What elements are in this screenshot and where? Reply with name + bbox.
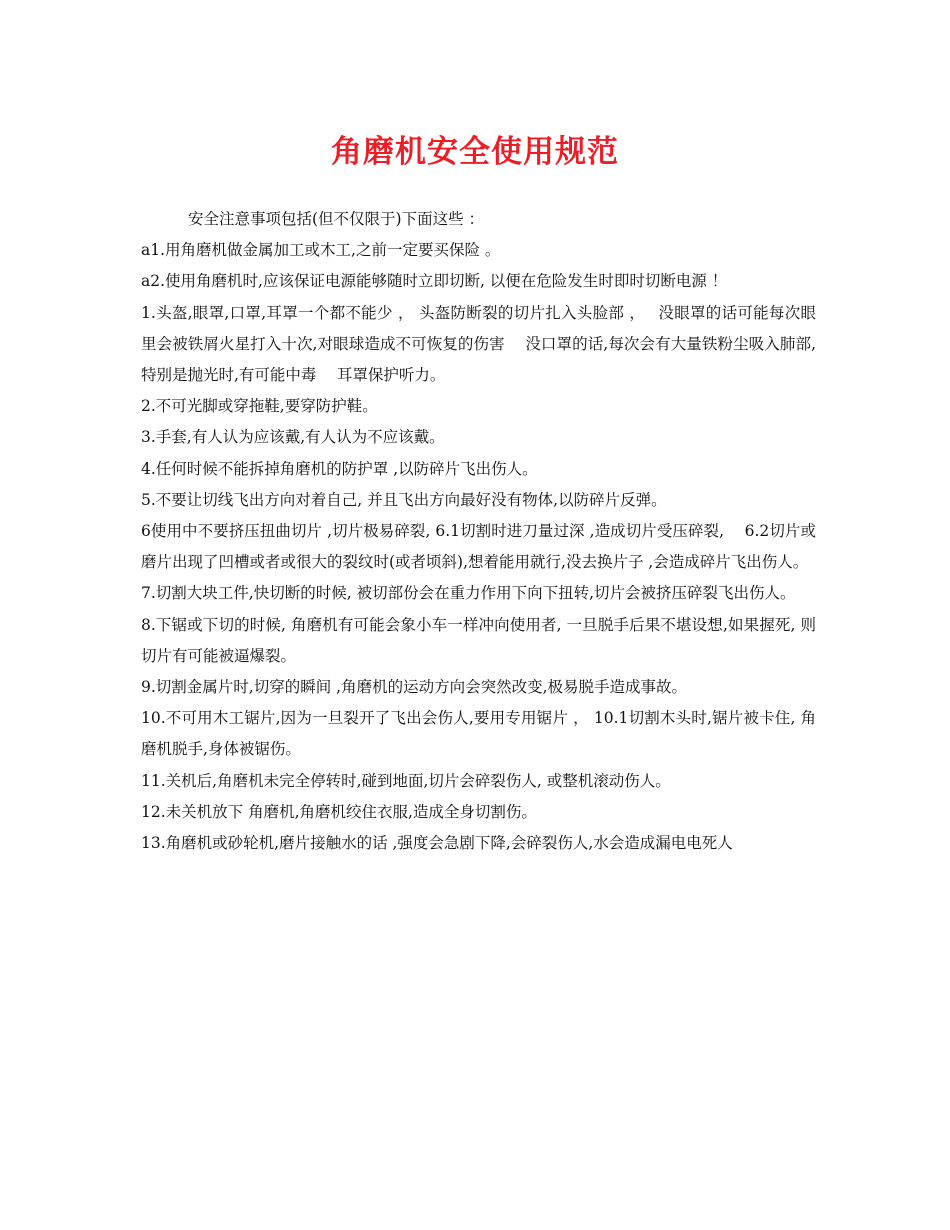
document-title: 角磨机安全使用规范: [331, 134, 619, 170]
rule-1: 1.头盔,眼罩,口罩,耳罩一个都不能少 ， 头盔防断裂的切片扎入头脸部 ， 没眼罩的话可能每次眼里会被铁屑火星打入十次,对眼球造成不可恢复的伤害 没口罩的话,每次会有大量铁粉尘吸入肺部,特别是抛光时,有可能中毒 耳罩保护听力。: [141, 303, 816, 385]
rule-5: 5.不要让切线飞出方向对着自己, 并且飞出方向最好没有物体,以防碎片反弹。: [141, 490, 667, 509]
rule-9: 9.切割金属片时,切穿的瞬间 ,角磨机的运动方向会突然改变,极易脱手造成事故。: [141, 678, 687, 697]
rule-4: 4.任何时候不能拆掉角磨机的防护罩 ,以防碎片飞出伤人。: [141, 459, 538, 478]
rule-10: 10.不可用木工锯片,因为一旦裂开了飞出会伤人,要用专用锯片 ， 10.1切割木头时,锯片被卡住, 角磨机脱手,身体被锯伤。: [141, 709, 816, 759]
document-body: [141, 204, 816, 859]
rule-7: 7.切割大块工件,快切断的时候, 被切部份会在重力作用下向下扭转,切片会被挤压碎裂飞出伤人。: [141, 584, 796, 603]
rule-a1: a1.用角磨机做金属加工或木工,之前一定要买保险 。: [141, 241, 501, 260]
rule-12: 12.未关机放下 角磨机,角磨机绞住衣服,造成全身切割伤。: [141, 802, 537, 821]
rule-6: 6使用中不要挤压扭曲切片 ,切片极易碎裂, 6.1切割时进刀量过深 ,造成切片受压碎裂, 6.2切片或磨片出现了凹槽或者或很大的裂纹时(或者顷斜),想着能用就行,没去换片子 ,会造成碎片飞出伤人。: [141, 522, 816, 572]
rule-8: 8.下锯或下切的时候, 角磨机有可能会象小车一样冲向使用者, 一旦脱手后果不堪设想,如果握死, 则切片有可能被逼爆裂。: [141, 615, 816, 665]
rule-a2: a2.使用角磨机时,应该保证电源能够随时立即切断, 以便在危险发生时即时切断电源 ！: [141, 272, 728, 291]
rule-2: 2.不可光脚或穿拖鞋,要穿防护鞋。: [141, 397, 378, 416]
rule-11: 11.关机后,角磨机未完全停转时,碰到地面,切片会碎裂伤人, 或整机滚动伤人。: [141, 771, 671, 790]
intro-paragraph: 安全注意事项包括(但不仅限于)下面这些 ：: [188, 210, 485, 228]
rule-13: 13.角磨机或砂轮机,磨片接触水的话 ,强度会急剧下降,会碎裂伤人,水会造成漏电电死人: [141, 834, 733, 853]
rule-3: 3.手套,有人认为应该戴,有人认为不应该戴。: [141, 428, 445, 447]
